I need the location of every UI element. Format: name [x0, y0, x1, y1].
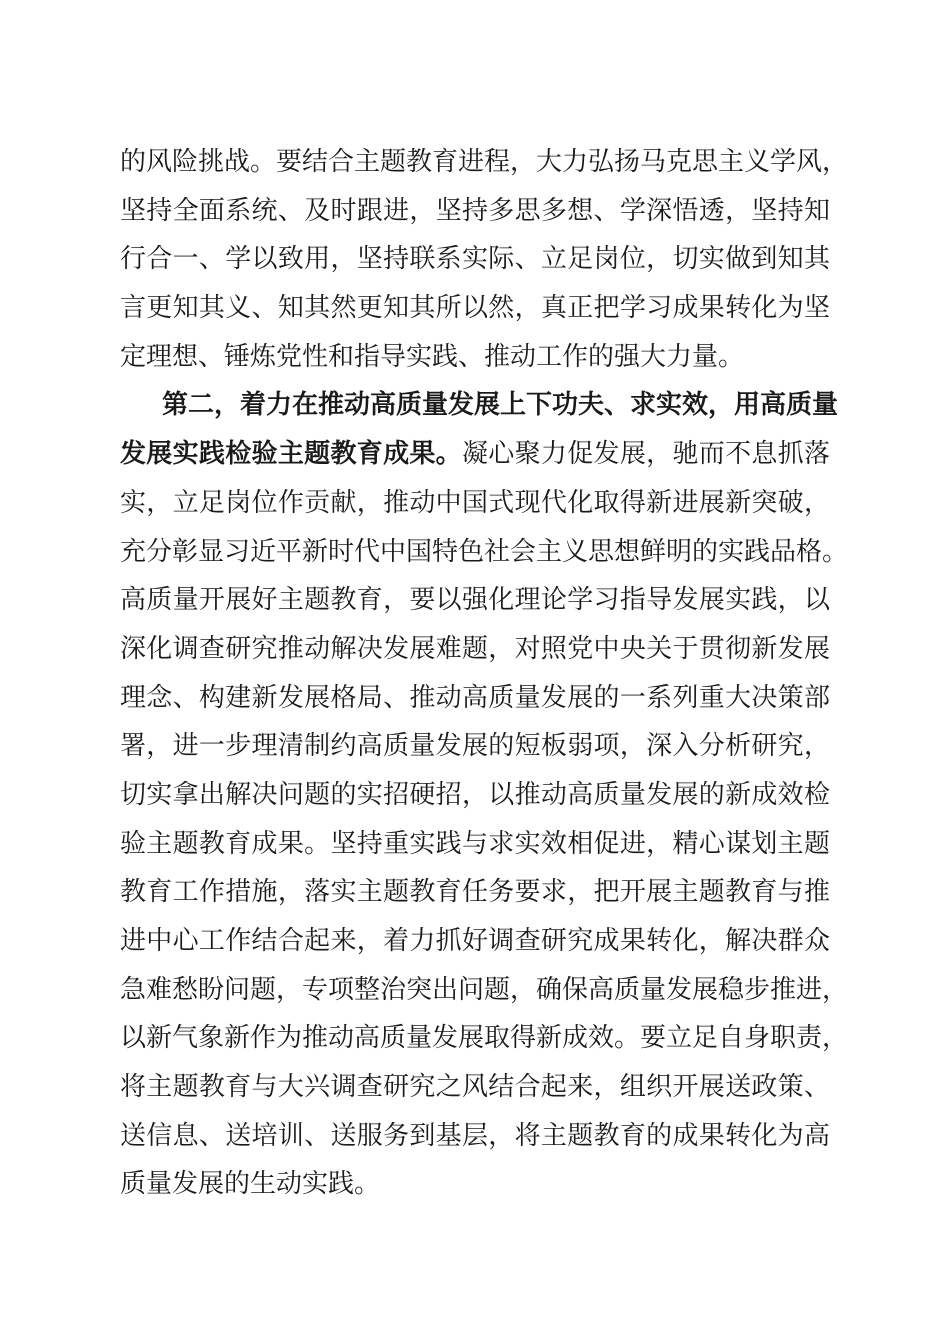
text-line: 送信息、送培训、送服务到基层，将主题教育的成果转化为高 [120, 1120, 830, 1151]
text-line: 深化调查研究推动解决发展难题，对照党中央关于贯彻新发展 [120, 633, 830, 664]
text-span: 凝心聚力促发展，驰而不息抓落 [462, 439, 830, 470]
text-line: 高质量开展好主题教育，要以强化理论学习指导发展实践，以 [120, 585, 830, 616]
text-line: 质量发展的生动实践。 [120, 1169, 381, 1200]
paragraph-1 [120, 138, 849, 381]
document-body [120, 138, 849, 1209]
text-line: 进中心工作结合起来，着力抓好调查研究成果转化，解决群众 [120, 926, 830, 956]
text-line: 充分彰显习近平新时代中国特色社会主义思想鲜明的实践品格。 [120, 536, 849, 567]
text-line: 的风险挑战。要结合主题教育进程，大力弘扬马克思主义学风， [120, 147, 849, 177]
text-line [120, 430, 830, 479]
text-line: 理念、构建新发展格局、推动高质量发展的一系列重大决策部 [120, 682, 830, 713]
text-line: 实，立足岗位作贡献，推动中国式现代化取得新进展新突破， [120, 487, 830, 518]
text-line: 行合一、学以致用，坚持联系实际、立足岗位，切实做到知其 [120, 244, 830, 275]
paragraph-heading-tail: 发展实践检验主题教育成果。 [120, 439, 462, 470]
text-line: 定理想、锤炼党性和指导实践、推动工作的强大力量。 [120, 341, 745, 372]
text-line: 将主题教育与大兴调查研究之风结合起来，组织开展送政策、 [120, 1072, 830, 1103]
paragraph-heading-line: 第二，着力在推动高质量发展上下功夫、求实效，用高质量 [162, 390, 839, 421]
text-line: 切实拿出解决问题的实招硬招，以推动高质量发展的新成效检 [120, 779, 830, 810]
text-line: 坚持全面系统、及时跟进，坚持多思多想、学深悟透，坚持知 [120, 195, 830, 226]
text-line: 急难愁盼问题，专项整治突出问题，确保高质量发展稳步推进， [120, 974, 849, 1005]
text-line: 署，进一步理清制约高质量发展的短板弱项，深入分析研究， [120, 731, 830, 762]
paragraph-2 [120, 381, 849, 1209]
text-line: 验主题教育成果。坚持重实践与求实效相促进，精心谋划主题 [120, 828, 830, 859]
text-line: 以新气象新作为推动高质量发展取得新成效。要立足自身职责， [120, 1023, 849, 1054]
text-line: 言更知其义、知其然更知其所以然，真正把学习成果转化为坚 [120, 293, 830, 324]
text-line: 教育工作措施，落实主题教育任务要求，把开展主题教育与推 [120, 877, 830, 908]
